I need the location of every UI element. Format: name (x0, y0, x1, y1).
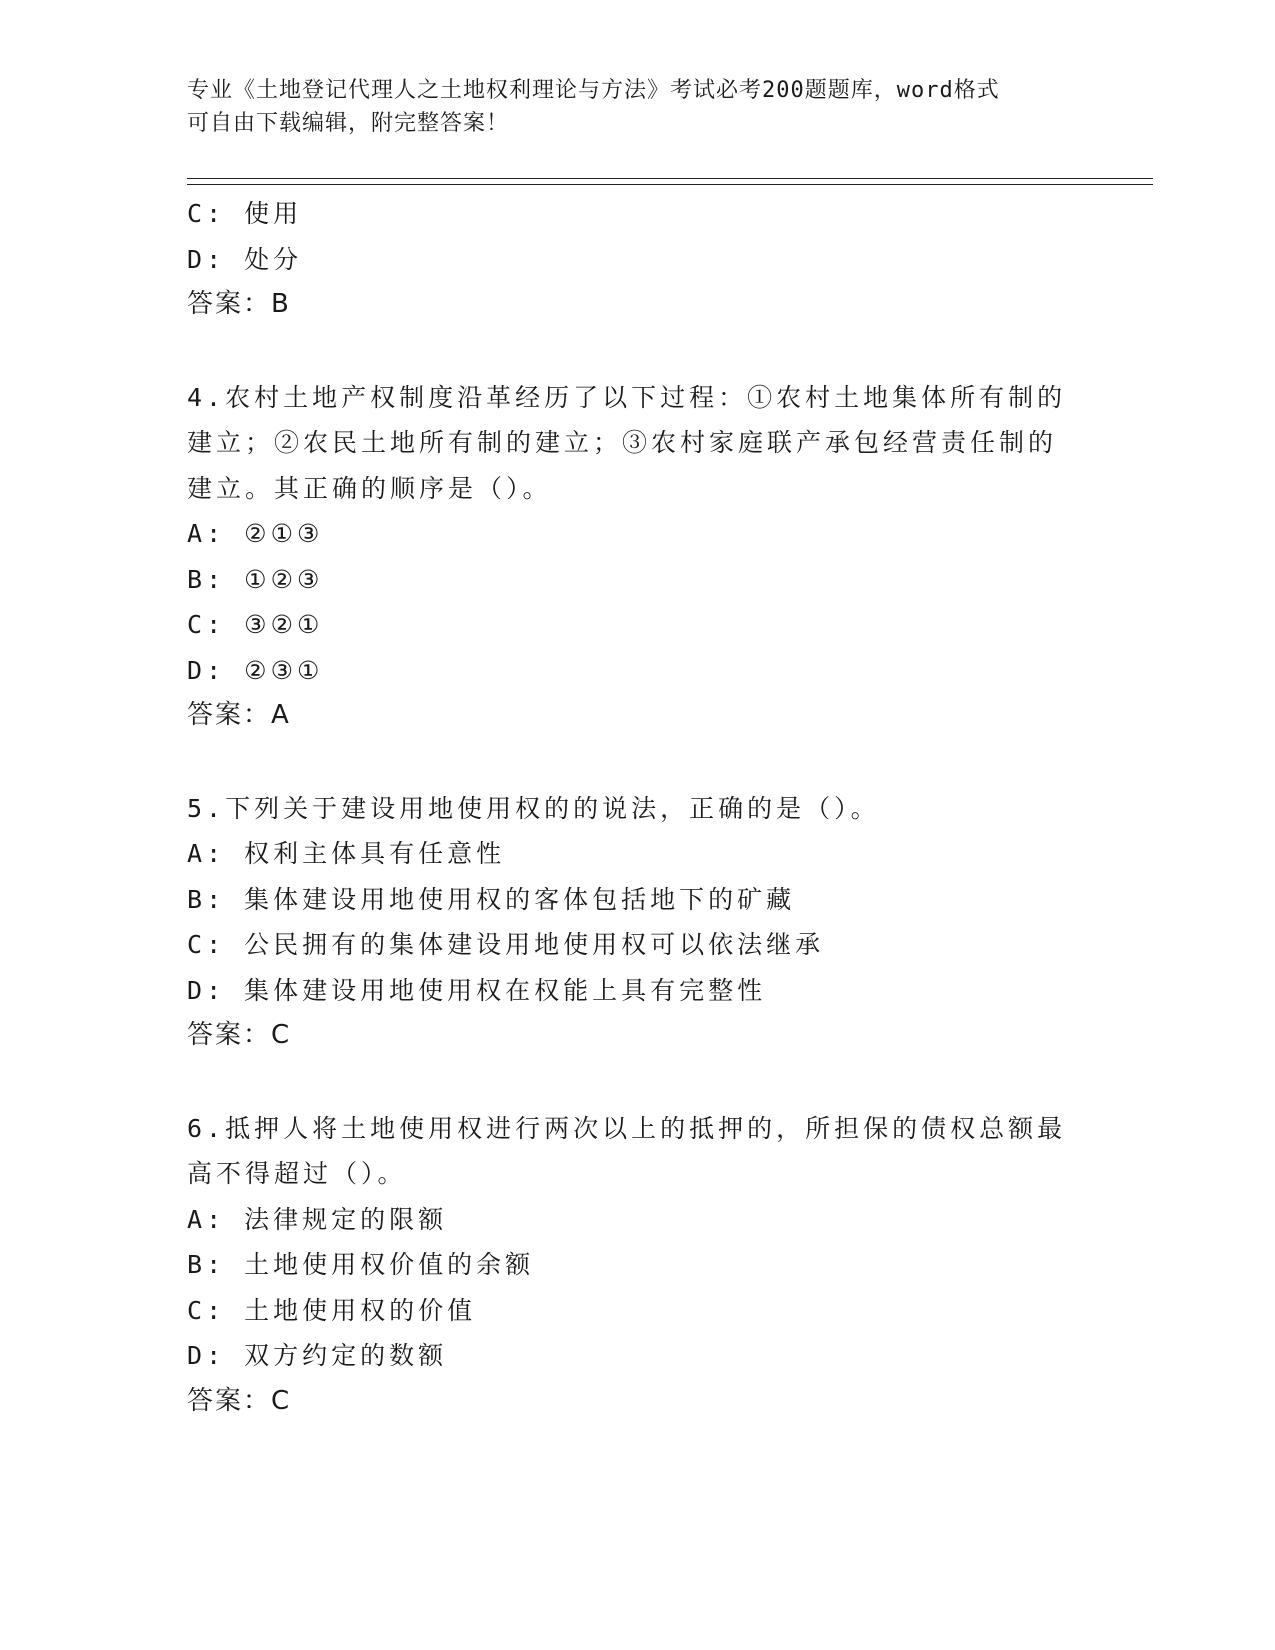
answer: 答案：B (187, 289, 291, 319)
option-d: D: 集体建设用地使用权在权能上具有完整性 (187, 975, 767, 1005)
option-d: D: 双方约定的数额 (187, 1341, 448, 1370)
option-a: A: 权利主体具有任意性 (187, 839, 506, 868)
option-b: B: 土地使用权价值的余额 (187, 1250, 535, 1279)
question-list (187, 191, 1087, 1424)
question-3-partial (187, 191, 1087, 328)
option-b: B: ①②③ (187, 564, 324, 594)
header-line-2: 可自由下载编辑，附完整答案！ (187, 111, 510, 136)
option-b: B: 集体建设用地使用权的客体包括地下的矿藏 (187, 884, 796, 914)
answer: 答案：A (187, 700, 291, 730)
question-stem: 5.下列关于建设用地使用权的的说法，正确的是（）。 (187, 793, 880, 823)
option-c: C: 公民拥有的集体建设用地使用权可以依法继承 (187, 930, 825, 959)
question-6 (187, 1106, 1087, 1425)
question-stem: 4.农村土地产权制度沿革经历了以下过程：①农村土地集体所有制的 建立；②农民土地所有制的建立；③农村家庭联产承包经营责任制的 建立。其正确的顺序是（）。 (187, 382, 1067, 503)
header-line-1: 专业《土地登记代理人之土地权利理论与方法》考试必考200题题库，word格式 (187, 78, 1000, 103)
option-d: D: 处分 (187, 244, 303, 274)
answer: 答案：C (187, 1385, 292, 1416)
option-a: A: 法律规定的限额 (187, 1204, 448, 1234)
header-divider (187, 178, 1153, 185)
question-stem: 6.抵押人将土地使用权进行两次以上的抵押的，所担保的债权总额最 高不得超过（）。 (187, 1113, 1067, 1188)
question-5 (187, 786, 1087, 1059)
option-d: D: ②③① (187, 655, 324, 685)
option-a: A: ②①③ (187, 519, 324, 548)
option-c: C: 使用 (187, 199, 303, 228)
option-c: C: ③②① (187, 610, 324, 639)
answer: 答案：C (187, 1020, 292, 1050)
option-c: C: 土地使用权的价值 (187, 1295, 477, 1325)
question-4 (187, 375, 1087, 739)
page-header (187, 74, 1067, 140)
